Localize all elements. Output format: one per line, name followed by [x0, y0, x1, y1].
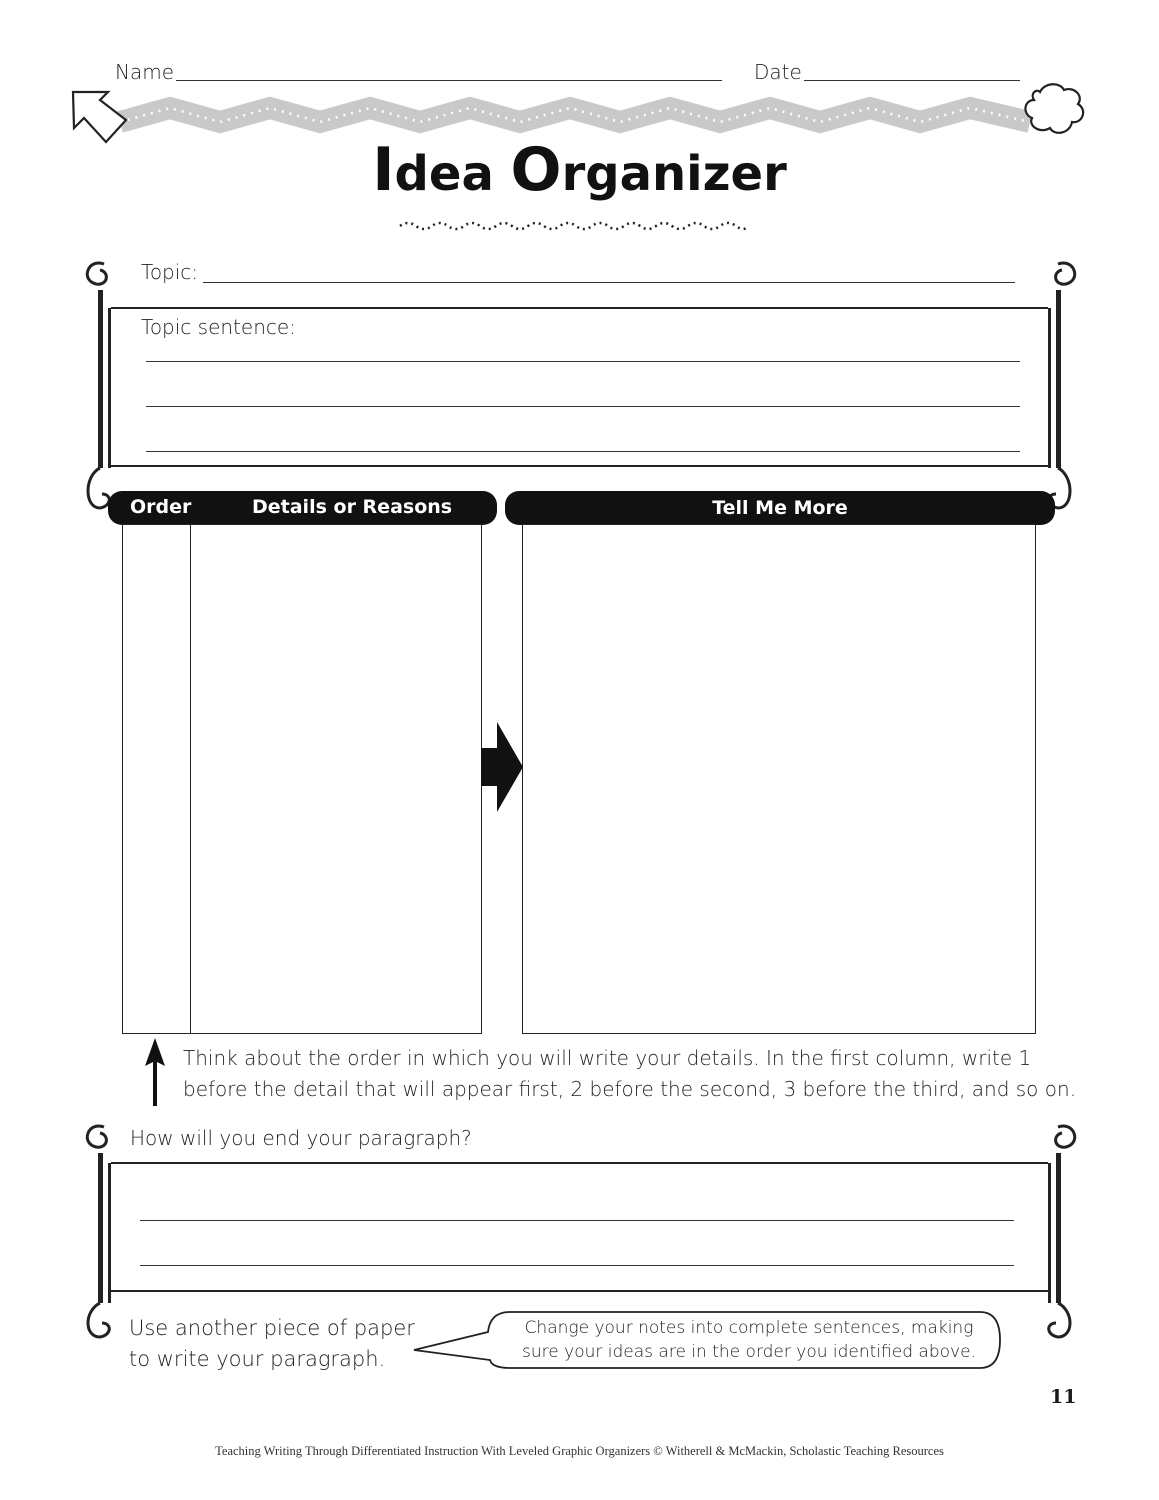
up-arrow-icon [143, 1038, 167, 1106]
bubble-line-2: sure your ideas are in the order you identified above. [522, 1342, 976, 1362]
more-column[interactable] [522, 524, 1036, 1034]
topic-sentence-label: Topic sentence: [141, 315, 296, 339]
details-header: Details or Reasons [252, 496, 453, 518]
date-label: Date [754, 60, 802, 84]
topic-sentence-line[interactable] [146, 406, 1020, 407]
topic-label: Topic: [141, 260, 199, 284]
ending-line[interactable] [140, 1220, 1014, 1221]
copyright-credit: Teaching Writing Through Differentiated Instruction With Leveled Graphic Organizers © Witherell & McMackin, Scholastic Teaching Resources [215, 1444, 944, 1458]
decorative-ribbon [0, 0, 1159, 160]
paper-note-line-2: to write your paragraph. [129, 1347, 386, 1371]
order-column[interactable] [122, 524, 192, 1034]
arrow-icon [73, 92, 126, 142]
instruction-line-2: before the detail that will appear first, 2 before the second, 3 before the third, and so on. [183, 1077, 1077, 1101]
page-title [0, 135, 1159, 205]
topic-field[interactable] [203, 282, 1015, 283]
topic-scroll-frame [0, 250, 1159, 510]
title-cap-o: O [510, 135, 562, 205]
instruction-line-1: Think about the order in which you will write your details. In the first column, write 1 [183, 1046, 1032, 1070]
page-number: 11 [1050, 1386, 1077, 1408]
cloud-icon [1025, 84, 1083, 133]
name-label: Name [115, 60, 175, 84]
topic-sentence-line[interactable] [146, 451, 1020, 452]
topic-sentence-line[interactable] [146, 361, 1020, 362]
bubble-line-1: Change your notes into complete sentences, making [524, 1318, 974, 1338]
more-header: Tell Me More [712, 497, 848, 519]
title-rest-1: dea [394, 146, 511, 202]
title-underline-dots [398, 218, 758, 232]
right-arrow-icon [481, 722, 525, 812]
ending-line[interactable] [140, 1265, 1014, 1266]
title-cap-i: I [372, 135, 395, 205]
order-header: Order [130, 496, 192, 518]
details-column[interactable] [190, 524, 482, 1034]
paper-note-line-1: Use another piece of paper [129, 1316, 415, 1340]
ending-prompt: How will you end your paragraph? [130, 1126, 472, 1150]
title-rest-2: rganizer [561, 146, 787, 202]
